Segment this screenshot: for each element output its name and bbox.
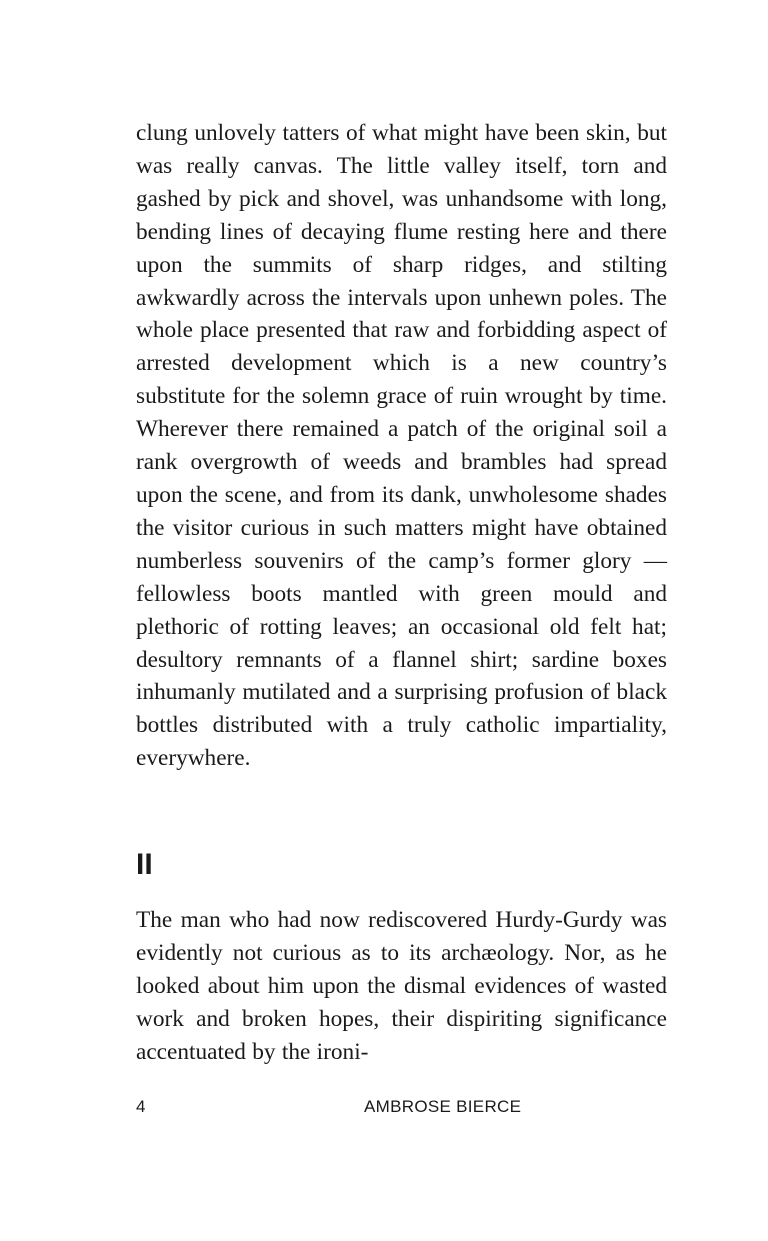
body-paragraph: clung unlovely tatters of what might have been skin, but was really canvas. The little valley itself, torn and gashed by pick and shovel, was unhandsome with long, bending lines of decaying flume resting here and there upon the summits of sharp ridges, and stilting awkwardly across the intervals upon unhewn poles. The whole place presented that raw and forbidding aspect of arrested development which is a new country’s substitute for the solemn grace of ruin wrought by time. Wherever there remained a patch of the original soil a rank overgrowth of weeds and brambles had spread upon the scene, and from its dank, unwholesome shades the visitor curious in such matters might have obtained numberless souvenirs of the camp’s former glory — fellowless boots mantled with green mould and plethoric of rotting leaves; an occasional old felt hat; desultory remnants of a flannel shirt; sardine boxes inhumanly mutilated and a surprising profusion of black bottles distributed with a truly catholic impartiality, everywhere.	[136, 120, 667, 772]
page-footer	[136, 1097, 667, 1121]
running-head: AMBROSE BIERCE	[364, 1097, 522, 1116]
section-heading: II	[136, 848, 153, 881]
page-number: 4	[136, 1097, 146, 1116]
body-paragraph: The man who had now rediscovered Hurdy-Gurdy was evidently not curious as to its archæology. Nor, as he looked about him upon the dismal evidences of wasted work and broken hopes, their dispiriting significance accentuated by the ironi-	[136, 907, 667, 1065]
